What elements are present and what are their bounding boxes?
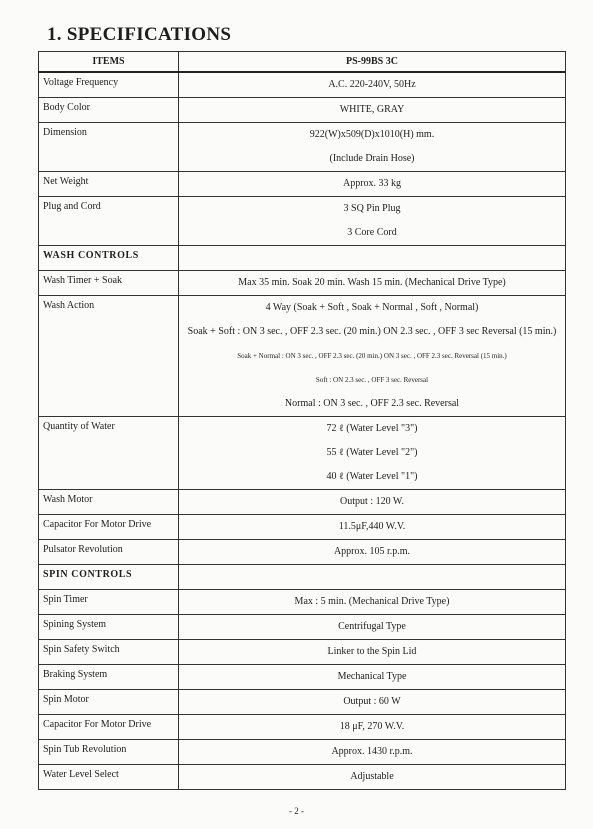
table-row	[39, 296, 566, 417]
table-row	[39, 271, 566, 296]
spec-value-line: 4 Way (Soak + Soft , Soak + Normal , Soft , Normal)	[265, 302, 479, 313]
spec-value-cell	[179, 271, 566, 296]
spec-item-label: Voltage Frequency	[39, 72, 179, 98]
section-label: SPIN CONTROLS	[39, 565, 179, 590]
specifications-body	[39, 72, 566, 790]
spec-value-cell	[179, 246, 566, 271]
spec-value-cell	[179, 296, 566, 417]
spec-value-line: Output : 60 W	[343, 696, 401, 707]
section-label: WASH CONTROLS	[39, 246, 179, 271]
spec-value-line: Approx. 33 kg	[342, 178, 402, 189]
table-row	[39, 417, 566, 490]
spec-value-line: Normal : ON 3 sec. , OFF 2.3 sec. Reversal	[284, 398, 460, 409]
table-row	[39, 540, 566, 565]
spec-value-line: Mechanical Type	[337, 671, 407, 682]
table-row	[39, 765, 566, 790]
table-row	[39, 172, 566, 197]
items-column-header: ITEMS	[39, 52, 179, 73]
spec-value-line: Approx. 1430 r.p.m.	[331, 746, 413, 757]
table-row	[39, 690, 566, 715]
table-row	[39, 490, 566, 515]
spec-value-line: Output : 120 W.	[340, 496, 404, 507]
section-header-row	[39, 246, 566, 271]
spec-value-empty	[179, 246, 565, 270]
spec-item-label: Capacitor For Motor Drive	[39, 715, 179, 740]
spec-value-cell	[179, 490, 566, 515]
spec-item-label: Spin Motor	[39, 690, 179, 715]
spec-value-line: 18 μF, 270 W.V.	[339, 721, 405, 732]
table-row	[39, 715, 566, 740]
spec-value-cell	[179, 72, 566, 98]
spec-value-cell	[179, 590, 566, 615]
table-row	[39, 740, 566, 765]
spec-value-cell	[179, 690, 566, 715]
spec-item-label: Spin Safety Switch	[39, 640, 179, 665]
table-row	[39, 123, 566, 172]
spec-value-cell	[179, 172, 566, 197]
spec-item-label: Plug and Cord	[39, 197, 179, 246]
spec-value-cell	[179, 615, 566, 640]
spec-value-cell	[179, 98, 566, 123]
spec-value-line: Soak + Soft : ON 3 sec. , OFF 2.3 sec. (20 min.) ON 2.3 sec. , OFF 3 sec Reversal (15 min.)	[187, 326, 557, 337]
spec-item-label: Pulsator Revolution	[39, 540, 179, 565]
spec-value-line: Linker to the Spin Lid	[327, 646, 417, 657]
spec-value-line: 922(W)x509(D)x1010(H) mm.	[309, 129, 435, 140]
spec-value-cell	[179, 515, 566, 540]
table-header-row	[39, 52, 566, 73]
spec-value-line: Centrifugal Type	[338, 621, 406, 632]
table-row	[39, 98, 566, 123]
spec-item-label: Net Weight	[39, 172, 179, 197]
spec-value-cell	[179, 740, 566, 765]
spec-value-line: Adjustable	[350, 771, 394, 782]
spec-item-label: Dimension	[39, 123, 179, 172]
spec-value-cell	[179, 123, 566, 172]
table-row	[39, 72, 566, 98]
spec-value-cell	[179, 715, 566, 740]
spec-item-label: Braking System	[39, 665, 179, 690]
spec-item-label: Wash Timer + Soak	[39, 271, 179, 296]
spec-value-line: 11.5μF,440 W.V.	[338, 521, 406, 532]
spec-value-line: 72 ℓ (Water Level "3")	[326, 423, 418, 434]
spec-value-line: A.C. 220-240V, 50Hz	[328, 79, 416, 90]
model-column-header: PS-99BS 3C	[179, 52, 566, 73]
table-row	[39, 640, 566, 665]
spec-item-label: Spining System	[39, 615, 179, 640]
table-row	[39, 665, 566, 690]
spec-item-label: Quantity of Water	[39, 417, 179, 490]
spec-value-cell	[179, 765, 566, 790]
table-row	[39, 515, 566, 540]
spec-item-label: Water Level Select	[39, 765, 179, 790]
spec-item-label: Body Color	[39, 98, 179, 123]
spec-value-cell	[179, 665, 566, 690]
page-number: - 2 -	[289, 806, 304, 816]
spec-item-label: Capacitor For Motor Drive	[39, 515, 179, 540]
spec-value-cell	[179, 197, 566, 246]
spec-value-cell	[179, 565, 566, 590]
spec-item-label: Wash Motor	[39, 490, 179, 515]
section-header-row	[39, 565, 566, 590]
spec-value-line: Approx. 105 r.p.m.	[333, 546, 411, 557]
spec-value-line: 3 Core Cord	[347, 227, 397, 238]
table-row	[39, 615, 566, 640]
page-title: 1. SPECIFICATIONS	[47, 24, 232, 45]
spec-value-cell	[179, 640, 566, 665]
spec-value-line: Soft : ON 2.3 sec. , OFF 3 sec. Reversal	[315, 376, 429, 384]
spec-value-line: WHITE, GRAY	[339, 104, 405, 115]
spec-item-label: Wash Action	[39, 296, 179, 417]
table-row	[39, 590, 566, 615]
spec-value-line: Max 35 min. Soak 20 min. Wash 15 min. (Mechanical Drive Type)	[238, 277, 506, 288]
table-row	[39, 197, 566, 246]
spec-value-line: Soak + Normal : ON 3 sec. , OFF 2.3 sec. (20 min.) ON 3 sec. , OFF 2.3 sec. Reversal (15 min.)	[237, 352, 507, 360]
spec-item-label: Spin Timer	[39, 590, 179, 615]
spec-value-cell	[179, 540, 566, 565]
spec-item-label: Spin Tub Revolution	[39, 740, 179, 765]
specifications-table	[38, 51, 566, 790]
spec-value-line: 40 ℓ (Water Level "1")	[326, 471, 418, 482]
spec-value-line: 55 ℓ (Water Level "2")	[326, 447, 418, 458]
spec-value-empty	[179, 565, 565, 589]
spec-value-line: Max : 5 min. (Mechanical Drive Type)	[294, 596, 450, 607]
spec-value-line: (Include Drain Hose)	[329, 153, 415, 164]
spec-value-line: 3 SQ Pin Plug	[343, 203, 401, 214]
spec-value-cell	[179, 417, 566, 490]
